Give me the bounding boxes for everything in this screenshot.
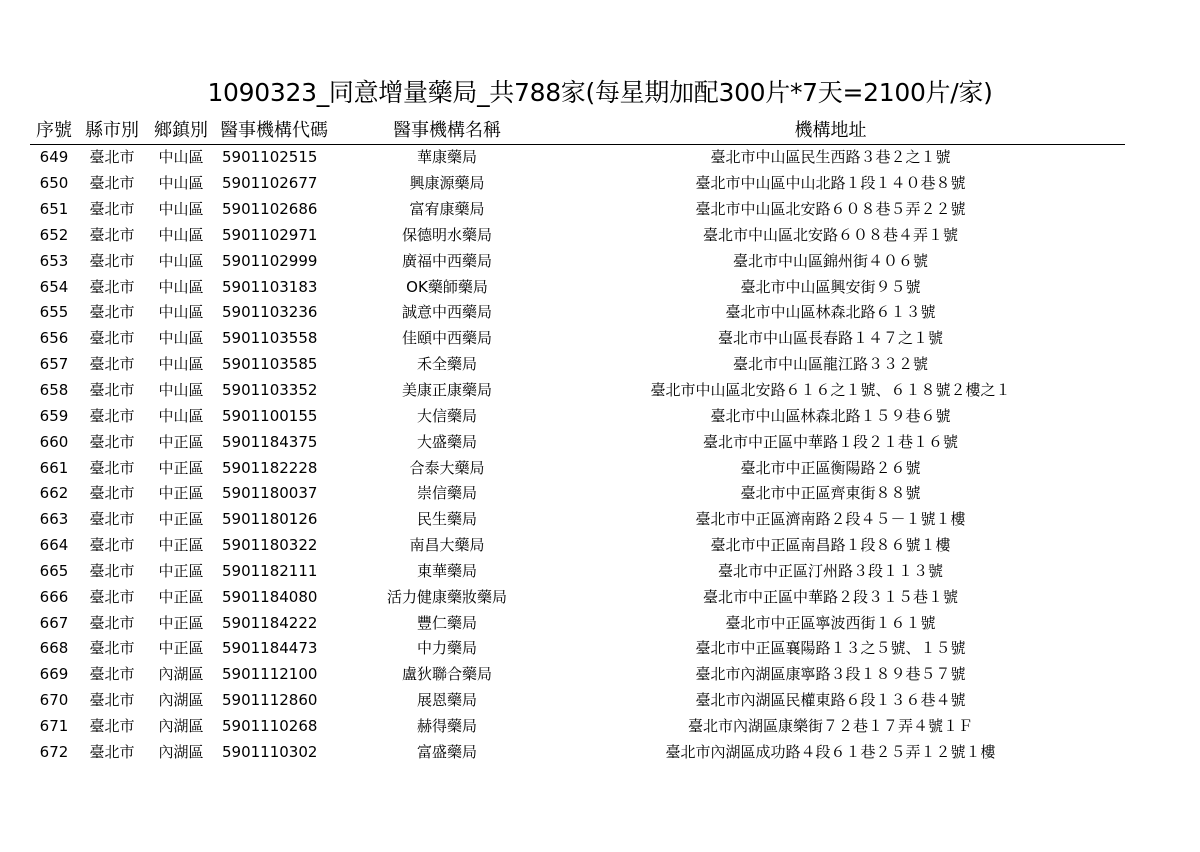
cell-seq: 663 — [39, 510, 69, 529]
cell-name: 赫得藥局 — [416, 716, 477, 735]
cell-name: 東華藥局 — [416, 561, 477, 580]
table-body — [30, 145, 1125, 766]
cell-seq: 652 — [39, 225, 69, 244]
cell-name: 大盛藥局 — [416, 432, 477, 451]
cell-seq: 664 — [39, 536, 69, 555]
cell-town: 內湖區 — [158, 665, 204, 684]
cell-code: 5901184080 — [222, 587, 318, 606]
cell-town: 中山區 — [158, 225, 204, 244]
cell-city: 臺北市 — [89, 716, 135, 735]
table-row — [30, 145, 1125, 171]
cell-seq: 656 — [39, 329, 69, 348]
cell-name: 活力健康藥妝藥局 — [386, 587, 507, 606]
document-title: 1090323_同意增量藥局_共788家(每星期加配300片*7天=2100片/家) — [207, 78, 993, 107]
cell-address: 臺北市中正區南昌路１段８６號１樓 — [710, 536, 951, 555]
table-row — [30, 714, 1125, 740]
cell-name: 保德明水藥局 — [401, 225, 492, 244]
cell-city: 臺北市 — [89, 174, 135, 193]
cell-address: 臺北市中山區中山北路１段１４０巷８號 — [695, 174, 966, 193]
cell-city: 臺北市 — [89, 742, 135, 761]
cell-address: 臺北市中正區中華路２段３１５巷１號 — [702, 587, 958, 606]
cell-seq: 653 — [39, 251, 69, 270]
cell-town: 中正區 — [158, 432, 204, 451]
cell-town: 中山區 — [158, 200, 204, 219]
cell-town: 內湖區 — [158, 742, 204, 761]
cell-seq: 649 — [39, 148, 69, 167]
cell-town: 中正區 — [158, 613, 204, 632]
cell-seq: 660 — [39, 432, 69, 451]
cell-city: 臺北市 — [89, 148, 135, 167]
cell-code: 5901182228 — [222, 458, 318, 477]
cell-seq: 654 — [39, 277, 69, 296]
table-row — [30, 300, 1125, 326]
cell-code: 5901102971 — [222, 225, 318, 244]
cell-city: 臺北市 — [89, 303, 135, 322]
cell-city: 臺北市 — [89, 225, 135, 244]
cell-name: 富盛藥局 — [416, 742, 477, 761]
cell-address: 臺北市中山區林森北路６１３號 — [725, 303, 936, 322]
cell-address: 臺北市中山區北安路６１６之１號、６１８號２樓之１ — [650, 381, 1011, 400]
cell-city: 臺北市 — [89, 639, 135, 658]
cell-city: 臺北市 — [89, 406, 135, 425]
table-row — [30, 248, 1125, 274]
cell-address: 臺北市內湖區康寧路３段１８９巷５７號 — [695, 665, 966, 684]
cell-town: 中正區 — [158, 561, 204, 580]
table-row — [30, 455, 1125, 481]
cell-seq: 658 — [39, 381, 69, 400]
cell-town: 中正區 — [158, 484, 204, 503]
cell-address: 臺北市中山區北安路６０８巷４弄１號 — [702, 225, 958, 244]
cell-code: 5901103236 — [222, 303, 318, 322]
cell-town: 中山區 — [158, 329, 204, 348]
cell-code: 5901102677 — [222, 174, 318, 193]
table-row — [30, 223, 1125, 249]
cell-address: 臺北市內湖區康樂街７２巷１７弄４號１Ｆ — [687, 716, 973, 735]
cell-city: 臺北市 — [89, 536, 135, 555]
table-row — [30, 197, 1125, 223]
cell-seq: 659 — [39, 406, 69, 425]
table-row — [30, 636, 1125, 662]
cell-seq: 661 — [39, 458, 69, 477]
cell-address: 臺北市中山區林森北路１５９巷６號 — [710, 406, 951, 425]
cell-code: 5901112100 — [222, 665, 318, 684]
cell-city: 臺北市 — [89, 613, 135, 632]
cell-address: 臺北市中山區興安街９５號 — [740, 277, 921, 296]
cell-name: 中力藥局 — [416, 639, 477, 658]
cell-name: 南昌大藥局 — [409, 536, 485, 555]
cell-city: 臺北市 — [89, 484, 135, 503]
cell-address: 臺北市中正區齊東街８８號 — [740, 484, 921, 503]
cell-name: 興康源藥局 — [409, 174, 485, 193]
cell-seq: 670 — [39, 691, 69, 710]
cell-code: 5901184222 — [222, 613, 318, 632]
cell-name: 民生藥局 — [416, 510, 477, 529]
cell-city: 臺北市 — [89, 665, 135, 684]
cell-name: 廣福中西藥局 — [401, 251, 492, 270]
cell-town: 中山區 — [158, 148, 204, 167]
cell-name: 誠意中西藥局 — [401, 303, 492, 322]
cell-city: 臺北市 — [89, 381, 135, 400]
header-code: 醫事機構代碼 — [216, 114, 358, 145]
cell-city: 臺北市 — [89, 251, 135, 270]
cell-seq: 671 — [39, 716, 69, 735]
cell-town: 中山區 — [158, 277, 204, 296]
cell-name: OK藥師藥局 — [406, 277, 488, 296]
cell-city: 臺北市 — [89, 510, 135, 529]
cell-seq: 666 — [39, 587, 69, 606]
cell-name: 展恩藥局 — [416, 691, 477, 710]
cell-name: 禾全藥局 — [416, 355, 477, 374]
cell-name: 豐仁藥局 — [416, 613, 477, 632]
cell-town: 中正區 — [158, 510, 204, 529]
cell-seq: 672 — [39, 742, 69, 761]
cell-name: 佳頤中西藥局 — [401, 329, 492, 348]
cell-city: 臺北市 — [89, 200, 135, 219]
cell-town: 中山區 — [158, 381, 204, 400]
cell-address: 臺北市中山區龍江路３３２號 — [732, 355, 928, 374]
table-row — [30, 688, 1125, 714]
cell-city: 臺北市 — [89, 277, 135, 296]
cell-address: 臺北市中正區汀州路３段１１３號 — [717, 561, 943, 580]
cell-code: 5901112860 — [222, 691, 318, 710]
cell-seq: 662 — [39, 484, 69, 503]
cell-seq: 668 — [39, 639, 69, 658]
table-row — [30, 610, 1125, 636]
cell-code: 5901182111 — [222, 561, 318, 580]
header-name: 醫事機構名稱 — [358, 114, 536, 145]
cell-address: 臺北市中正區襄陽路１３之５號、１５號 — [695, 639, 966, 658]
cell-code: 5901180037 — [222, 484, 318, 503]
cell-address: 臺北市中正區中華路１段２１巷１６號 — [702, 432, 958, 451]
cell-town: 中山區 — [158, 406, 204, 425]
cell-town: 中山區 — [158, 174, 204, 193]
cell-city: 臺北市 — [89, 355, 135, 374]
table-row — [30, 429, 1125, 455]
cell-code: 5901103558 — [222, 329, 318, 348]
cell-city: 臺北市 — [89, 561, 135, 580]
cell-address: 臺北市內湖區民權東路６段１３６巷４號 — [695, 691, 966, 710]
cell-name: 大信藥局 — [416, 406, 477, 425]
cell-address: 臺北市中正區衡陽路２６號 — [740, 458, 921, 477]
table-row — [30, 662, 1125, 688]
cell-seq: 669 — [39, 665, 69, 684]
cell-code: 5901102515 — [222, 148, 318, 167]
cell-town: 中正區 — [158, 587, 204, 606]
cell-town: 中正區 — [158, 536, 204, 555]
table-row — [30, 507, 1125, 533]
cell-code: 5901180126 — [222, 510, 318, 529]
header-town: 鄉鎮別 — [146, 114, 216, 145]
cell-address: 臺北市中山區北安路６０８巷５弄２２號 — [695, 200, 966, 219]
cell-city: 臺北市 — [89, 691, 135, 710]
cell-seq: 665 — [39, 561, 69, 580]
table-row — [30, 533, 1125, 559]
cell-town: 中正區 — [158, 458, 204, 477]
cell-code: 5901103183 — [222, 277, 318, 296]
cell-seq: 667 — [39, 613, 69, 632]
cell-code: 5901103585 — [222, 355, 318, 374]
cell-name: 盧狄聯合藥局 — [401, 665, 492, 684]
cell-seq: 655 — [39, 303, 69, 322]
cell-code: 5901180322 — [222, 536, 318, 555]
cell-town: 內湖區 — [158, 691, 204, 710]
table-row — [30, 559, 1125, 585]
cell-seq: 651 — [39, 200, 69, 219]
header-seq: 序號 — [30, 114, 78, 145]
header-address: 機構地址 — [536, 114, 1125, 145]
cell-city: 臺北市 — [89, 587, 135, 606]
cell-name: 華康藥局 — [416, 148, 477, 167]
table-row — [30, 739, 1125, 765]
cell-name: 合泰大藥局 — [409, 458, 485, 477]
cell-address: 臺北市中正區濟南路２段４５－１號１樓 — [695, 510, 966, 529]
cell-city: 臺北市 — [89, 432, 135, 451]
cell-town: 內湖區 — [158, 716, 204, 735]
table-row — [30, 481, 1125, 507]
pharmacy-table — [30, 114, 1125, 765]
cell-code: 5901110268 — [222, 716, 318, 735]
table-row — [30, 326, 1125, 352]
cell-code: 5901102999 — [222, 251, 318, 270]
cell-address: 臺北市中山區長春路１４７之１號 — [717, 329, 943, 348]
table-header-row — [30, 114, 1125, 145]
cell-address: 臺北市中正區寧波西街１６１號 — [725, 613, 936, 632]
cell-name: 美康正康藥局 — [401, 381, 492, 400]
table-row — [30, 584, 1125, 610]
cell-town: 中正區 — [158, 639, 204, 658]
cell-town: 中山區 — [158, 251, 204, 270]
cell-name: 富宥康藥局 — [409, 200, 485, 219]
cell-city: 臺北市 — [89, 329, 135, 348]
cell-address: 臺北市內湖區成功路４段６１巷２５弄１２號１樓 — [665, 742, 996, 761]
table-row — [30, 378, 1125, 404]
header-city: 縣市別 — [78, 114, 146, 145]
table-row — [30, 274, 1125, 300]
cell-city: 臺北市 — [89, 458, 135, 477]
cell-code: 5901184473 — [222, 639, 318, 658]
cell-code: 5901184375 — [222, 432, 318, 451]
table-row — [30, 403, 1125, 429]
cell-code: 5901110302 — [222, 742, 318, 761]
cell-address: 臺北市中山區錦州街４０６號 — [732, 251, 928, 270]
cell-name: 崇信藥局 — [416, 484, 477, 503]
table-row — [30, 352, 1125, 378]
cell-code: 5901103352 — [222, 381, 318, 400]
cell-seq: 650 — [39, 174, 69, 193]
cell-town: 中山區 — [158, 355, 204, 374]
cell-seq: 657 — [39, 355, 69, 374]
cell-town: 中山區 — [158, 303, 204, 322]
cell-code: 5901102686 — [222, 200, 318, 219]
cell-code: 5901100155 — [222, 406, 318, 425]
cell-address: 臺北市中山區民生西路３巷２之１號 — [710, 148, 951, 167]
table-row — [30, 171, 1125, 197]
